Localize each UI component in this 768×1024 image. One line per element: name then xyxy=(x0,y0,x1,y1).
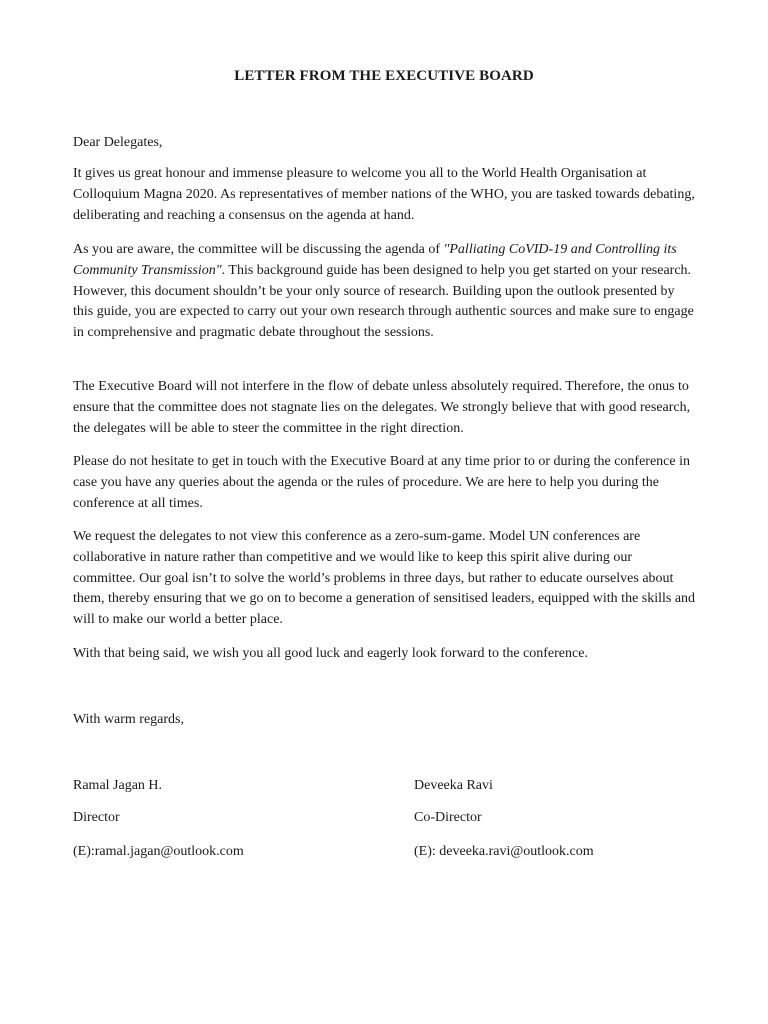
page-title: LETTER FROM THE EXECUTIVE BOARD xyxy=(234,68,534,84)
closing-line: With warm regards, xyxy=(73,712,185,727)
director-name: Ramal Jagan H. xyxy=(73,778,163,793)
co-director-email: (E): deveeka.ravi@outlook.com xyxy=(414,844,594,859)
agenda-title: "Palliating CoVID-19 and Controlling its Community Transmission" xyxy=(73,242,677,278)
agenda-intro-text: As you are aware, the committee will be discussing the agenda of xyxy=(73,242,444,257)
paragraph-good-luck: With that being said, we wish you all good luck and eagerly look forward to the conference. xyxy=(73,646,588,661)
paragraph-executive-board: The Executive Board will not interfere in the flow of debate unless absolutely required. Therefore, the onus to ensure that the committee does not stagnate lies on the delegates. We strongly believe that with good research, the delegates will be able to steer the committee in the right direction. xyxy=(73,379,691,436)
salutation: Dear Delegates, xyxy=(73,135,163,150)
co-director-name: Deveeka Ravi xyxy=(414,778,493,793)
co-director-role: Co-Director xyxy=(414,810,482,825)
paragraph-welcome: It gives us great honour and immense pleasure to welcome you all to the World Health Organisation at Colloquium Magna 2020. As representatives of member nations of the WHO, you are tasked towards debating, deliberating and reaching a consensus on the agenda at hand. xyxy=(73,166,695,223)
director-email: (E):ramal.jagan@outlook.com xyxy=(73,844,244,859)
paragraph-collaboration: We request the delegates to not view this conference as a zero-sum-game. Model UN conferences are collaborative in nature rather than competitive and we would like to keep this spirit alive during our committee. Our goal isn’t to solve the world’s problems in three days, but rather to educate ourselves about them, thereby ensuring that we go on to become a generation of sensitised leaders, equipped with the skills and will to make our world a better place. xyxy=(73,529,696,628)
paragraph-agenda xyxy=(73,240,698,344)
director-role: Director xyxy=(73,810,120,825)
agenda-followup-text: . This background guide has been designed to help you get started on your research. However, this document shouldn’t be your only source of research. Building upon the outlook presented by this guide, you are expected to carry out your own research through authentic sources and make sure to engage in comprehensive and pragmatic debate throughout the sessions. xyxy=(73,262,694,341)
paragraph-contact: Please do not hesitate to get in touch with the Executive Board at any time prior to or during the conference in case you have any queries about the agenda or the rules of procedure. We are here to help you during the conference at all times. xyxy=(73,454,690,511)
